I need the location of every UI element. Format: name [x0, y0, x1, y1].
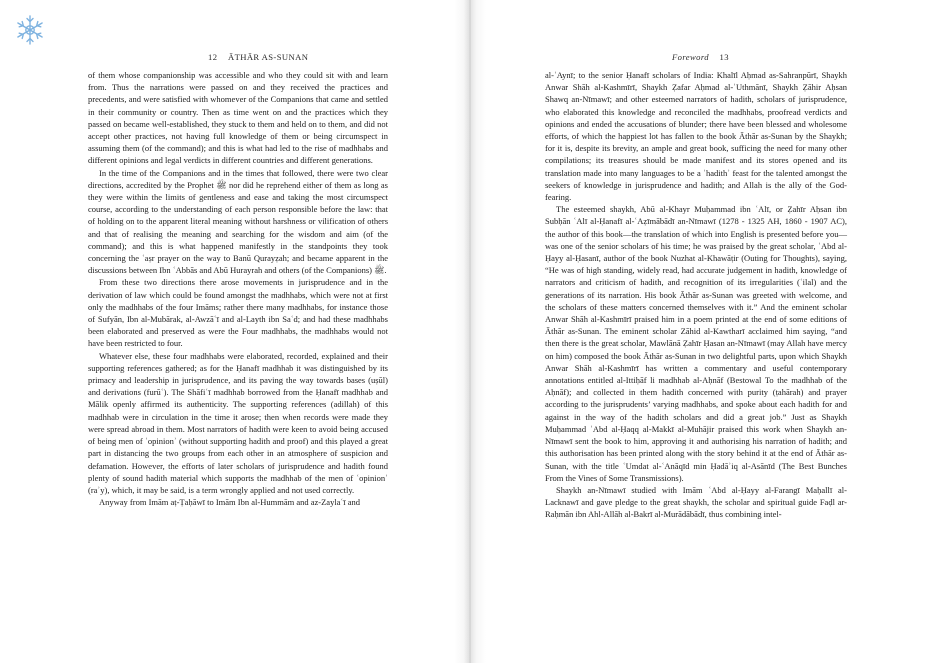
- left-page-header: [208, 52, 308, 62]
- right-page-header: [672, 52, 729, 62]
- right-page-body: [545, 69, 847, 521]
- paragraph: The esteemed shaykh, Abū al-Khayr Muḥammad ibn ʿAlī, or Ẓahīr Aḥsan ibn Subḥān ʿAlī al-Ḥanafī al-ʿAẓīmābādī an-Nīmawī (1278 - 1325 AH, 1860 - 1907 AC), the author of this book—the translation of which into English is presented before you—was one of the senior scholars of his time; he was praised by the great scholar, ʿAbd al-Ḥayy al-Ḥasanī, author of the book Nuzhat al-Khawāṭir (Outing for Thoughts), saying, “He was of high standing, widely read, had accurate judgement in hadith, knowledge of narrators and criticism of hadith, and recognition of its irregularities (ʿilal) and the generations of its narration. His book Āthār as-Sunan was greeted with welcome, and the scholars of these matters concerned themselves with it.” And the eminent scholar Anwar Shāh al-Kashmīrī praised him in a poem printed at the end of some editions of Āthār as-Sunan. The eminent scholar Zāhid al-Kawtharī acclaimed him saying, “and then there is the great scholar, Mawlānā Ẓahīr Ḥasan an-Nīmawī (may Allah have mercy on him) composed the book Āthār as-Sunan in two delightful parts, upon which Shaykh Anwar Shāh al-Kashmīrī has written a commentary and useful contemporary annotations entitled al-Ittiḥāf li madhhab al-Aḥnāf (Bestowal To the madhhab of the Aḥnāf); and collected in them hadith concerned with purity (ṭahārah) and prayer according to the jurisprudents’ varying madhhabs, and spoke about each hadith for and against in the way of the hadith scholars and did a great job.” Just as Shaykh Muḥammad ʿAbd al-Ḥaqq al-Makkī al-Muhājir praised this work when Shaykh an-Nīmawī sent the book to him, approving it and authorising his narration of hadith; and this authorisation has been printed along with the story behind it at the end of Āthār as-Sunan, with the title ʿUmdat al-ʿAnāqīd min Ḥadāʾiq al-Asānīd (The Best Bunches From the Vines of Some Transmissions).: [545, 204, 847, 483]
- right-page: [470, 0, 940, 663]
- paragraph: Shaykh an-Nīmawī studied with Imām ʿAbd al-Ḥayy al-Farangī Maḥallī al-Lacknawī and gave pledge to the great shaykh, the scholar and spiritual guide Faḍl ar-Raḥmān ibn Ahl-Allāh al-Bakrī al-Murādābādī, thus combining intel-: [545, 484, 847, 520]
- paragraph: In the time of the Companions and in the times that followed, there were two clear directions, accredited by the Prophet ﷺ nor did he reprehend either of them as long as they were within the limits of gentleness and ease and taking the most circumspect course, according to the understanding of each person responsible before the law: that of holding on to the apparent literal meaning without harshness or vilification of others and that of realising the meaning and searching for the wisdom and aim (of the command); and this is what happened manifestly in the standpoints they took concerning the ʿaṣr prayer on the way to Banū Qurayẓah; and became apparent in the discussions between Ibn ʿAbbās and Abū Hurayrah and others (of the Companions) ﷺ.: [88, 167, 388, 276]
- book-gutter-shadow: [454, 0, 486, 663]
- paragraph: Whatever else, these four madhhabs were elaborated, recorded, explained and their supporting references gathered; as for the Ḥanafī madhhab it was distinguished by its primacy and leadership in jurisprudence, and its paving the way towards bases (uṣūl) and derivations (furūʿ). The Shāfiʿī madhhab borrowed from the Ḥanafī madhhab and Mālik openly affirmed its authenticity. The supporting references (adillah) of this madhhab were in circulation in the time it arose; then when records were made they were spread abroad in them. Most narrators of hadith were keen to avoid being accused of being men of ʿopinionʾ (without supporting hadith and proof) and this played a great part in distancing the two groups from each other in an atmosphere of suspicion and defamation. However, the efforts of later scholars of jurisprudence and hadith found plenty of sound hadith material which supports the madhhab of the men of ʿopinionʾ (raʾy), which, it may be said, is a term wrongly applied and not used correctly.: [88, 350, 388, 495]
- right-running-title: Foreword: [672, 52, 709, 62]
- left-page-body: [88, 69, 388, 508]
- left-running-title: ĀTHĀR AS-SUNAN: [227, 52, 309, 62]
- paragraph: of them whose companionship was accessible and who they could sit with and learn from. Thus the narrations were passed on and they received the practices and precedents, and were satisfied with whomever of the Companions that came and settled in their community or country. Then as time went on and the practices which they passed on became well-established, they stuck to them and held on to them, and did not accept other practices, not having full knowledge of them or being circumspect in assuming them (of the command); and this is what had led to the rise of madhhabs and different opinions and legal verdicts in different countries and different generations.: [88, 70, 388, 166]
- left-page-number: 12: [208, 52, 218, 62]
- right-page-number: 13: [719, 52, 729, 62]
- paragraph: Anyway from Imām aṭ-Ṭaḥāwī to Imām Ibn al-Hummām and az-Zaylaʿī and: [99, 497, 361, 508]
- paragraph: From these two directions there arose movements in jurisprudence and in the derivation of law which could be found amongst the madhhabs, which were not at first only the madhhabs of the four Imāms; rather there many madhhabs, for instance those of Sufyān, Ibn al-Mubārak, al-Awzāʿī and al-Layth ibn Saʿd; and had these madhhabs been elaborated and preserved as were the Four madhhabs, the madhhabs would not have been restricted to four.: [88, 277, 388, 349]
- snowflake-logo-icon: [14, 14, 46, 46]
- paragraph: al-ʿAynī; to the senior Ḥanafī scholars of India: Khalīl Aḥmad as-Sahranpūrī, Shaykh Anwar Shāh al-Kashmīrī, Shaykh Ẓafar Aḥmad al-ʿUthmānī, Shaykh Ẓāhir Aḥsan Shawq an-Nīmawī; and other esteemed narrators of hadith, scholars of jurisprudence, who elaborated this knowledge and reconciled the madhhabs, proofread verdicts and opinions and ended the accusations of blunder; there have been blessed and wholesome efforts, of which the happiest lot has fallen to the book Āthār as-Sunan by the Shaykh; for it is, despite its brevity, an ample and great book, sufficing the need for many other compilations; its treasures should be made manifest and its stores opened and its translation made into many languages to be a ʿhadithʾ feast for the talented amongst the seekers of knowledge in jurisprudence and hadith; and Allah is the ally of the God-fearing.: [545, 70, 847, 203]
